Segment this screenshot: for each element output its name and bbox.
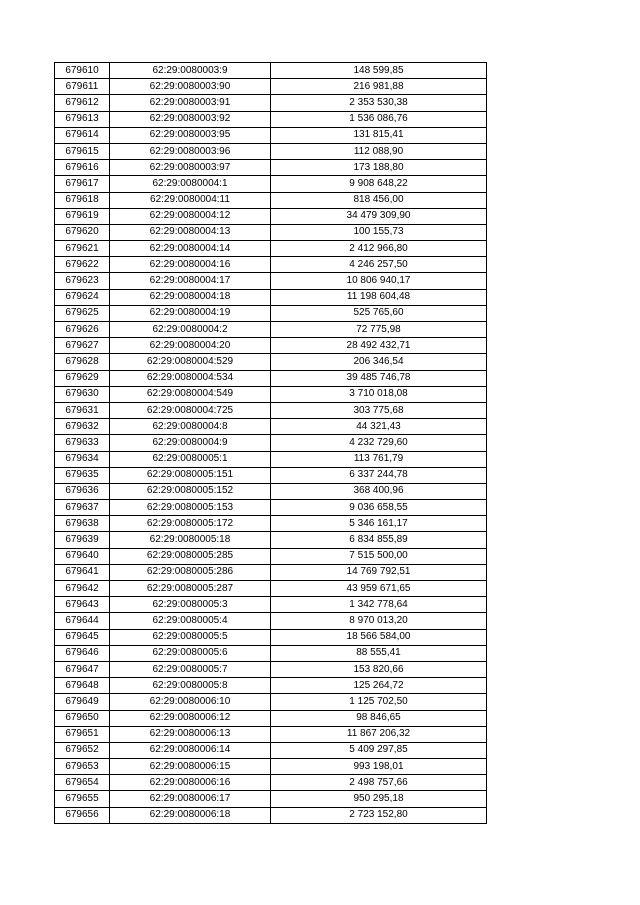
value-cell: 7 515 500,00 — [271, 548, 487, 564]
row-number-cell: 679653 — [55, 759, 110, 775]
row-number-cell: 679625 — [55, 305, 110, 321]
value-cell: 88 555,41 — [271, 645, 487, 661]
row-number-cell: 679621 — [55, 241, 110, 257]
table-row — [55, 564, 487, 580]
table-row — [55, 63, 487, 79]
value-cell: 28 492 432,71 — [271, 338, 487, 354]
value-cell: 11 198 604,48 — [271, 289, 487, 305]
row-number-cell: 679618 — [55, 192, 110, 208]
cadastral-number-cell: 62:29:0080006:15 — [110, 759, 271, 775]
row-number-cell: 679636 — [55, 483, 110, 499]
value-cell: 950 295,18 — [271, 791, 487, 807]
row-number-cell: 679633 — [55, 435, 110, 451]
row-number-cell: 679650 — [55, 710, 110, 726]
table-row — [55, 160, 487, 176]
row-number-cell: 679641 — [55, 564, 110, 580]
cadastral-number-cell: 62:29:0080006:14 — [110, 742, 271, 758]
value-cell: 10 806 940,17 — [271, 273, 487, 289]
value-cell: 9 036 658,55 — [271, 500, 487, 516]
value-cell: 44 321,43 — [271, 419, 487, 435]
value-cell: 1 536 086,76 — [271, 111, 487, 127]
table-row — [55, 532, 487, 548]
value-cell: 206 346,54 — [271, 354, 487, 370]
cadastral-number-cell: 62:29:0080004:549 — [110, 386, 271, 402]
cadastral-number-cell: 62:29:0080003:96 — [110, 143, 271, 159]
table-row — [55, 726, 487, 742]
value-cell: 2 353 530,38 — [271, 95, 487, 111]
table-row — [55, 435, 487, 451]
value-cell: 3 710 018,08 — [271, 386, 487, 402]
value-cell: 11 867 206,32 — [271, 726, 487, 742]
row-number-cell: 679637 — [55, 500, 110, 516]
table-row — [55, 694, 487, 710]
value-cell: 6 337 244,78 — [271, 467, 487, 483]
row-number-cell: 679634 — [55, 451, 110, 467]
cadastral-number-cell: 62:29:0080006:16 — [110, 775, 271, 791]
value-cell: 14 769 792,51 — [271, 564, 487, 580]
table-row — [55, 451, 487, 467]
row-number-cell: 679622 — [55, 257, 110, 273]
table-row — [55, 516, 487, 532]
table-row — [55, 742, 487, 758]
row-number-cell: 679617 — [55, 176, 110, 192]
value-cell: 2 723 152,80 — [271, 807, 487, 823]
cadastral-number-cell: 62:29:0080005:153 — [110, 500, 271, 516]
value-cell: 525 765,60 — [271, 305, 487, 321]
table-row — [55, 127, 487, 143]
cadastral-number-cell: 62:29:0080005:4 — [110, 613, 271, 629]
row-number-cell: 679642 — [55, 581, 110, 597]
row-number-cell: 679647 — [55, 661, 110, 677]
value-cell: 1 125 702,50 — [271, 694, 487, 710]
value-cell: 113 761,79 — [271, 451, 487, 467]
row-number-cell: 679623 — [55, 273, 110, 289]
row-number-cell: 679640 — [55, 548, 110, 564]
row-number-cell: 679627 — [55, 338, 110, 354]
value-cell: 131 815,41 — [271, 127, 487, 143]
cadastral-number-cell: 62:29:0080005:151 — [110, 467, 271, 483]
row-number-cell: 679651 — [55, 726, 110, 742]
data-table — [54, 62, 487, 824]
cadastral-number-cell: 62:29:0080006:13 — [110, 726, 271, 742]
cadastral-number-cell: 62:29:0080003:91 — [110, 95, 271, 111]
row-number-cell: 679652 — [55, 742, 110, 758]
table-row — [55, 581, 487, 597]
table-row — [55, 370, 487, 386]
table-row — [55, 305, 487, 321]
table-row — [55, 192, 487, 208]
row-number-cell: 679615 — [55, 143, 110, 159]
value-cell: 368 400,96 — [271, 483, 487, 499]
table-row — [55, 467, 487, 483]
cadastral-number-cell: 62:29:0080005:152 — [110, 483, 271, 499]
table-row — [55, 111, 487, 127]
row-number-cell: 679646 — [55, 645, 110, 661]
value-cell: 125 264,72 — [271, 678, 487, 694]
row-number-cell: 679635 — [55, 467, 110, 483]
cadastral-number-cell: 62:29:0080004:8 — [110, 419, 271, 435]
table-row — [55, 710, 487, 726]
value-cell: 1 342 778,64 — [271, 597, 487, 613]
value-cell: 303 775,68 — [271, 402, 487, 418]
table-row — [55, 257, 487, 273]
table-row — [55, 95, 487, 111]
cadastral-number-cell: 62:29:0080006:12 — [110, 710, 271, 726]
value-cell: 72 775,98 — [271, 322, 487, 338]
table-row — [55, 500, 487, 516]
table-row — [55, 759, 487, 775]
cadastral-number-cell: 62:29:0080005:286 — [110, 564, 271, 580]
row-number-cell: 679654 — [55, 775, 110, 791]
row-number-cell: 679645 — [55, 629, 110, 645]
row-number-cell: 679644 — [55, 613, 110, 629]
table-row — [55, 483, 487, 499]
row-number-cell: 679613 — [55, 111, 110, 127]
row-number-cell: 679630 — [55, 386, 110, 402]
table-row — [55, 79, 487, 95]
cadastral-number-cell: 62:29:0080003:90 — [110, 79, 271, 95]
cadastral-number-cell: 62:29:0080006:18 — [110, 807, 271, 823]
cadastral-number-cell: 62:29:0080003:92 — [110, 111, 271, 127]
value-cell: 18 566 584,00 — [271, 629, 487, 645]
table-row — [55, 338, 487, 354]
row-number-cell: 679638 — [55, 516, 110, 532]
value-cell: 153 820,66 — [271, 661, 487, 677]
value-cell: 34 479 309,90 — [271, 208, 487, 224]
table-row — [55, 176, 487, 192]
row-number-cell: 679656 — [55, 807, 110, 823]
cadastral-number-cell: 62:29:0080004:1 — [110, 176, 271, 192]
cadastral-number-cell: 62:29:0080005:285 — [110, 548, 271, 564]
table-row — [55, 386, 487, 402]
row-number-cell: 679626 — [55, 322, 110, 338]
value-cell: 818 456,00 — [271, 192, 487, 208]
row-number-cell: 679629 — [55, 370, 110, 386]
cadastral-number-cell: 62:29:0080003:97 — [110, 160, 271, 176]
cadastral-number-cell: 62:29:0080004:725 — [110, 402, 271, 418]
cadastral-number-cell: 62:29:0080004:20 — [110, 338, 271, 354]
cadastral-number-cell: 62:29:0080005:8 — [110, 678, 271, 694]
table-row — [55, 807, 487, 823]
value-cell: 5 409 297,85 — [271, 742, 487, 758]
table-row — [55, 678, 487, 694]
table-row — [55, 354, 487, 370]
table-row — [55, 402, 487, 418]
value-cell: 4 246 257,50 — [271, 257, 487, 273]
value-cell: 993 198,01 — [271, 759, 487, 775]
cadastral-number-cell: 62:29:0080003:9 — [110, 63, 271, 79]
table-row — [55, 241, 487, 257]
table-row — [55, 322, 487, 338]
cadastral-number-cell: 62:29:0080004:12 — [110, 208, 271, 224]
value-cell: 100 155,73 — [271, 224, 487, 240]
cadastral-number-cell: 62:29:0080004:13 — [110, 224, 271, 240]
row-number-cell: 679611 — [55, 79, 110, 95]
row-number-cell: 679655 — [55, 791, 110, 807]
table-row — [55, 224, 487, 240]
row-number-cell: 679619 — [55, 208, 110, 224]
value-cell: 4 232 729,60 — [271, 435, 487, 451]
table-row — [55, 645, 487, 661]
cadastral-number-cell: 62:29:0080004:19 — [110, 305, 271, 321]
row-number-cell: 679628 — [55, 354, 110, 370]
value-cell: 2 498 757,66 — [271, 775, 487, 791]
row-number-cell: 679639 — [55, 532, 110, 548]
row-number-cell: 679624 — [55, 289, 110, 305]
row-number-cell: 679643 — [55, 597, 110, 613]
value-cell: 5 346 161,17 — [271, 516, 487, 532]
value-cell: 216 981,88 — [271, 79, 487, 95]
table-row — [55, 289, 487, 305]
cadastral-number-cell: 62:29:0080005:1 — [110, 451, 271, 467]
row-number-cell: 679610 — [55, 63, 110, 79]
table-row — [55, 791, 487, 807]
cadastral-number-cell: 62:29:0080004:14 — [110, 241, 271, 257]
table-row — [55, 273, 487, 289]
cadastral-number-cell: 62:29:0080004:18 — [110, 289, 271, 305]
cadastral-number-cell: 62:29:0080006:17 — [110, 791, 271, 807]
cadastral-number-cell: 62:29:0080005:18 — [110, 532, 271, 548]
cadastral-number-cell: 62:29:0080004:11 — [110, 192, 271, 208]
cadastral-number-cell: 62:29:0080004:16 — [110, 257, 271, 273]
table-row — [55, 419, 487, 435]
cadastral-number-cell: 62:29:0080005:287 — [110, 581, 271, 597]
row-number-cell: 679614 — [55, 127, 110, 143]
table-row — [55, 597, 487, 613]
table-row — [55, 629, 487, 645]
cadastral-number-cell: 62:29:0080005:5 — [110, 629, 271, 645]
value-cell: 43 959 671,65 — [271, 581, 487, 597]
cadastral-number-cell: 62:29:0080004:2 — [110, 322, 271, 338]
cadastral-number-cell: 62:29:0080004:17 — [110, 273, 271, 289]
cadastral-number-cell: 62:29:0080005:3 — [110, 597, 271, 613]
cadastral-number-cell: 62:29:0080004:534 — [110, 370, 271, 386]
cadastral-number-cell: 62:29:0080006:10 — [110, 694, 271, 710]
table-row — [55, 548, 487, 564]
row-number-cell: 679632 — [55, 419, 110, 435]
row-number-cell: 679616 — [55, 160, 110, 176]
value-cell: 6 834 855,89 — [271, 532, 487, 548]
cadastral-number-cell: 62:29:0080004:9 — [110, 435, 271, 451]
value-cell: 98 846,65 — [271, 710, 487, 726]
value-cell: 112 088,90 — [271, 143, 487, 159]
value-cell: 173 188,80 — [271, 160, 487, 176]
value-cell: 9 908 648,22 — [271, 176, 487, 192]
table-body — [55, 63, 487, 824]
value-cell: 148 599,85 — [271, 63, 487, 79]
cadastral-number-cell: 62:29:0080003:95 — [110, 127, 271, 143]
cadastral-number-cell: 62:29:0080005:7 — [110, 661, 271, 677]
row-number-cell: 679631 — [55, 402, 110, 418]
value-cell: 39 485 746,78 — [271, 370, 487, 386]
cadastral-number-cell: 62:29:0080005:172 — [110, 516, 271, 532]
table-row — [55, 613, 487, 629]
value-cell: 2 412 966,80 — [271, 241, 487, 257]
table-row — [55, 208, 487, 224]
row-number-cell: 679612 — [55, 95, 110, 111]
row-number-cell: 679649 — [55, 694, 110, 710]
row-number-cell: 679620 — [55, 224, 110, 240]
value-cell: 8 970 013,20 — [271, 613, 487, 629]
table-row — [55, 775, 487, 791]
table-row — [55, 143, 487, 159]
table-row — [55, 661, 487, 677]
row-number-cell: 679648 — [55, 678, 110, 694]
cadastral-number-cell: 62:29:0080005:6 — [110, 645, 271, 661]
cadastral-number-cell: 62:29:0080004:529 — [110, 354, 271, 370]
